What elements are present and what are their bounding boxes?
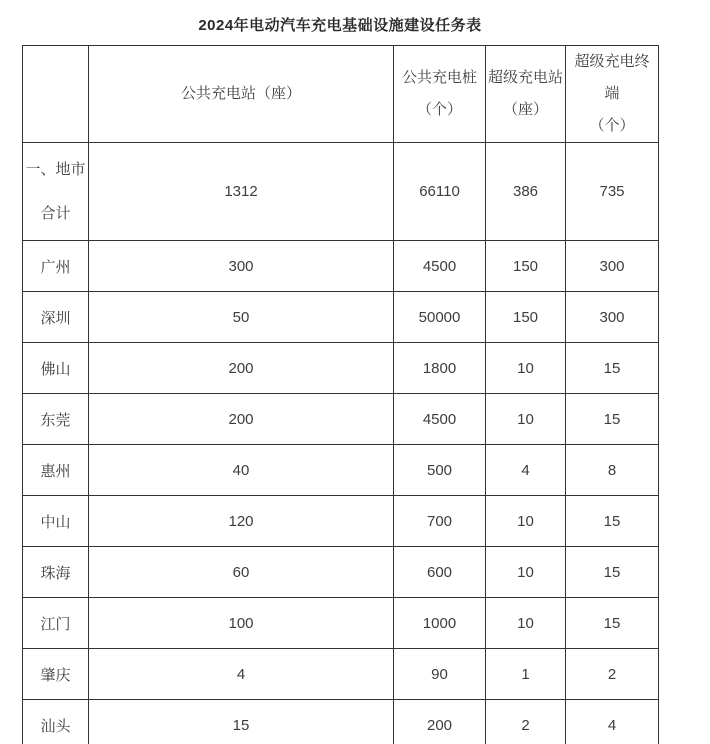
- table-row-city: [23, 445, 659, 496]
- row-label-cell: 广州: [23, 241, 89, 292]
- value-cell: 1312: [89, 143, 394, 241]
- header-unit: （个）: [589, 117, 635, 134]
- header-public-charging-pile: [394, 46, 486, 143]
- value-cell: 50000: [394, 292, 486, 343]
- value-cell: 150: [486, 292, 566, 343]
- value-cell: 40: [89, 445, 394, 496]
- value-cell: 500: [394, 445, 486, 496]
- value-cell: 200: [89, 394, 394, 445]
- table-row-city: [23, 394, 659, 445]
- table-row-total: [23, 143, 659, 241]
- value-cell: 10: [486, 496, 566, 547]
- value-cell: 300: [89, 241, 394, 292]
- table-row-city: [23, 343, 659, 394]
- value-cell: 10: [486, 394, 566, 445]
- value-cell: 100: [89, 598, 394, 649]
- header-title: 超级充电站: [488, 69, 564, 86]
- value-cell: 15: [566, 343, 659, 394]
- value-cell: 60: [89, 547, 394, 598]
- value-cell: 200: [394, 700, 486, 744]
- table-row-city: [23, 547, 659, 598]
- value-cell: 15: [566, 547, 659, 598]
- row-label-cell: 江门: [23, 598, 89, 649]
- task-table: [22, 45, 659, 744]
- header-title: 公共充电桩: [401, 69, 477, 86]
- table-row-city: [23, 649, 659, 700]
- table-header-row: [23, 46, 659, 143]
- header-unit: （座）: [502, 101, 548, 118]
- table-row-city: [23, 700, 659, 744]
- header-public-charging-station: [89, 46, 394, 143]
- row-label-cell: 佛山: [23, 343, 89, 394]
- value-cell: 4500: [394, 394, 486, 445]
- row-label-cell: 深圳: [23, 292, 89, 343]
- value-cell: 15: [89, 700, 394, 744]
- value-cell: 10: [486, 547, 566, 598]
- header-unit: （个）: [416, 101, 462, 118]
- header-title: 超级充电终端: [574, 53, 650, 102]
- table-title: 2024年电动汽车充电基础设施建设任务表: [198, 17, 482, 34]
- header-corner-cell: [23, 46, 89, 143]
- table-row-city: [23, 241, 659, 292]
- table-row-city: [23, 598, 659, 649]
- row-label-cell: 肇庆: [23, 649, 89, 700]
- value-cell: 4: [89, 649, 394, 700]
- value-cell: 4500: [394, 241, 486, 292]
- value-cell: 2: [566, 649, 659, 700]
- header-title: 公共充电站（座）: [180, 85, 301, 102]
- value-cell: 120: [89, 496, 394, 547]
- row-label-cell: 惠州: [23, 445, 89, 496]
- value-cell: 735: [566, 143, 659, 241]
- value-cell: 8: [566, 445, 659, 496]
- value-cell: 66110: [394, 143, 486, 241]
- value-cell: 300: [566, 241, 659, 292]
- value-cell: 4: [566, 700, 659, 744]
- value-cell: 2: [486, 700, 566, 744]
- row-label-cell: 中山: [23, 496, 89, 547]
- header-super-charging-station: [486, 46, 566, 143]
- value-cell: 90: [394, 649, 486, 700]
- header-super-charging-terminal: [566, 46, 659, 143]
- table-row-city: [23, 496, 659, 547]
- row-label-cell: 珠海: [23, 547, 89, 598]
- value-cell: 1: [486, 649, 566, 700]
- value-cell: 4: [486, 445, 566, 496]
- value-cell: 15: [566, 394, 659, 445]
- value-cell: 386: [486, 143, 566, 241]
- value-cell: 1800: [394, 343, 486, 394]
- value-cell: 300: [566, 292, 659, 343]
- value-cell: 50: [89, 292, 394, 343]
- value-cell: 200: [89, 343, 394, 394]
- row-label-cell: 东莞: [23, 394, 89, 445]
- value-cell: 10: [486, 343, 566, 394]
- value-cell: 150: [486, 241, 566, 292]
- table-row-city: [23, 292, 659, 343]
- value-cell: 1000: [394, 598, 486, 649]
- row-label-cell: 汕头: [23, 700, 89, 744]
- value-cell: 10: [486, 598, 566, 649]
- value-cell: 15: [566, 496, 659, 547]
- value-cell: 15: [566, 598, 659, 649]
- value-cell: 700: [394, 496, 486, 547]
- value-cell: 600: [394, 547, 486, 598]
- row-label-cell: 一、地市合计: [23, 143, 89, 241]
